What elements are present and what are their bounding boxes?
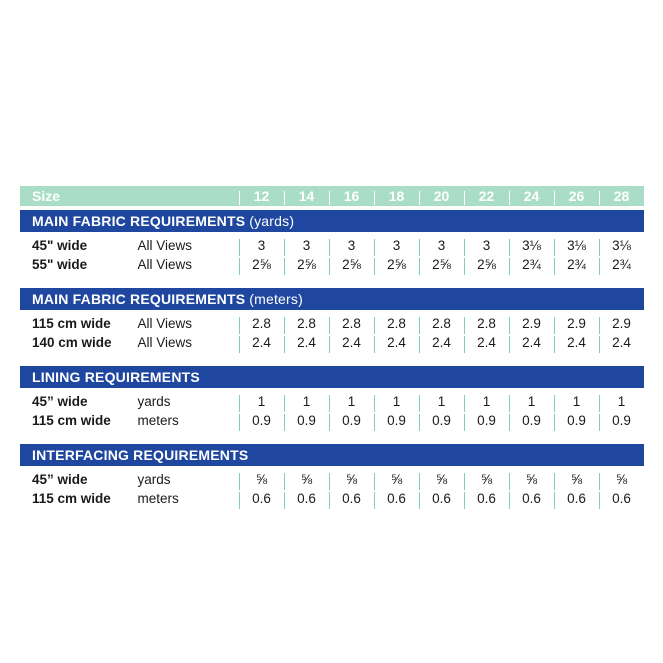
section-title-bar [20, 210, 644, 232]
section-body [20, 466, 644, 514]
row-values [239, 316, 644, 331]
section-title-bar [20, 366, 644, 388]
fabric-width-label: 45” wide [32, 472, 88, 487]
table-cell: 0.9 [329, 413, 374, 428]
row-values [239, 413, 644, 428]
table-cell: 2¾ [554, 257, 599, 272]
section-body [20, 310, 644, 358]
table-cell: 2.9 [509, 316, 554, 331]
table-cell: 2.8 [374, 316, 419, 331]
size-column-header: 22 [464, 188, 509, 204]
row-values [239, 472, 644, 487]
table-cell: 3⅛ [554, 238, 599, 253]
fabric-width-label: 115 cm wide [32, 316, 111, 331]
table-cell: 1 [464, 394, 509, 409]
section-spacer [20, 280, 644, 288]
table-row [20, 411, 644, 430]
table-cell: 0.6 [599, 491, 644, 506]
table-cell: 2.4 [419, 335, 464, 350]
table-cell: 0.9 [464, 413, 509, 428]
table-cell: 2.4 [329, 335, 374, 350]
table-cell: 1 [554, 394, 599, 409]
section-spacer [20, 358, 644, 366]
fabric-width-label: 140 cm wide [32, 335, 112, 350]
table-cell: 0.6 [239, 491, 284, 506]
table-cell: ⅝ [329, 472, 374, 487]
table-cell: 0.9 [284, 413, 329, 428]
table-cell: ⅝ [464, 472, 509, 487]
table-row [20, 314, 644, 333]
table-cell: ⅝ [554, 472, 599, 487]
table-cell: 3 [284, 238, 329, 253]
table-cell: 3 [464, 238, 509, 253]
section-title: INTERFACING REQUIREMENTS [32, 447, 249, 463]
table-cell: 2.4 [554, 335, 599, 350]
size-column-header: 16 [329, 188, 374, 204]
fabric-width-label: 55" wide [32, 257, 88, 272]
table-cell: 2⅝ [374, 257, 419, 272]
table-cell: 2⅝ [284, 257, 329, 272]
section-title-bar [20, 444, 644, 466]
table-cell: 0.6 [509, 491, 554, 506]
table-cell: 1 [419, 394, 464, 409]
table-cell: 1 [239, 394, 284, 409]
table-cell: 0.9 [599, 413, 644, 428]
table-cell: 0.6 [284, 491, 329, 506]
section-spacer [20, 436, 644, 444]
fabric-requirements-table [20, 186, 644, 514]
fabric-width-label: 115 cm wide [32, 491, 111, 506]
view-or-unit-label: yards [137, 394, 171, 409]
table-cell: 2.4 [464, 335, 509, 350]
table-cell: 2.4 [284, 335, 329, 350]
section-title: LINING REQUIREMENTS [32, 369, 200, 385]
table-cell: 3⅛ [509, 238, 554, 253]
table-cell: 0.6 [464, 491, 509, 506]
view-or-unit-label: All Views [137, 238, 193, 253]
table-cell: 2⅝ [419, 257, 464, 272]
size-column-header: 24 [509, 188, 554, 204]
table-cell: 0.9 [554, 413, 599, 428]
view-or-unit-label: meters [137, 413, 179, 428]
size-header-label: Size [32, 188, 61, 204]
row-values [239, 394, 644, 409]
size-header-cells [239, 188, 644, 204]
table-cell: ⅝ [599, 472, 644, 487]
size-column-header: 26 [554, 188, 599, 204]
table-cell: 3 [419, 238, 464, 253]
view-or-unit-label: All Views [137, 335, 193, 350]
table-cell: 3⅛ [599, 238, 644, 253]
table-cell: 3 [374, 238, 419, 253]
table-cell: 0.9 [374, 413, 419, 428]
section-title-bar [20, 288, 644, 310]
table-cell: 1 [329, 394, 374, 409]
view-or-unit-label: yards [137, 472, 171, 487]
table-row [20, 255, 644, 274]
table-cell: 0.6 [329, 491, 374, 506]
table-cell: ⅝ [239, 472, 284, 487]
size-column-header: 18 [374, 188, 419, 204]
table-cell: 2.8 [464, 316, 509, 331]
table-cell: 0.9 [239, 413, 284, 428]
table-cell: 2.4 [239, 335, 284, 350]
size-column-header: 14 [284, 188, 329, 204]
table-cell: 3 [329, 238, 374, 253]
size-column-header: 12 [239, 188, 284, 204]
table-row [20, 333, 644, 352]
table-cell: ⅝ [374, 472, 419, 487]
size-column-header: 20 [419, 188, 464, 204]
table-cell: 2.8 [419, 316, 464, 331]
table-cell: 2.4 [599, 335, 644, 350]
size-header-row [20, 186, 644, 206]
table-cell: 2⅝ [329, 257, 374, 272]
table-cell: 2.4 [374, 335, 419, 350]
table-cell: 1 [284, 394, 329, 409]
table-cell: ⅝ [284, 472, 329, 487]
section-title: MAIN FABRIC REQUIREMENTS [32, 291, 246, 307]
section-unit: (yards) [249, 213, 295, 229]
table-cell: 3 [239, 238, 284, 253]
table-cell: 1 [509, 394, 554, 409]
table-cell: 2.8 [284, 316, 329, 331]
table-row [20, 470, 644, 489]
section-unit: (meters) [249, 291, 303, 307]
table-cell: 0.6 [554, 491, 599, 506]
table-cell: ⅝ [509, 472, 554, 487]
row-values [239, 491, 644, 506]
table-cell: 2¾ [509, 257, 554, 272]
table-cell: 2¾ [599, 257, 644, 272]
table-cell: 0.9 [509, 413, 554, 428]
view-or-unit-label: All Views [137, 316, 193, 331]
table-cell: 2.4 [509, 335, 554, 350]
table-cell: 2.9 [599, 316, 644, 331]
section-title: MAIN FABRIC REQUIREMENTS [32, 213, 246, 229]
table-row [20, 489, 644, 508]
table-cell: 2.9 [554, 316, 599, 331]
table-cell: 0.9 [419, 413, 464, 428]
table-row [20, 236, 644, 255]
view-or-unit-label: meters [137, 491, 179, 506]
section-body [20, 232, 644, 280]
fabric-width-label: 115 cm wide [32, 413, 111, 428]
section-body [20, 388, 644, 436]
fabric-width-label: 45" wide [32, 238, 88, 253]
table-row [20, 392, 644, 411]
table-cell: 2.8 [239, 316, 284, 331]
table-cell: 0.6 [419, 491, 464, 506]
table-cell: 2⅝ [239, 257, 284, 272]
fabric-width-label: 45” wide [32, 394, 88, 409]
row-values [239, 238, 644, 253]
table-cell: 2⅝ [464, 257, 509, 272]
table-cell: ⅝ [419, 472, 464, 487]
size-column-header: 28 [599, 188, 644, 204]
view-or-unit-label: All Views [137, 257, 193, 272]
row-values [239, 335, 644, 350]
table-cell: 1 [374, 394, 419, 409]
row-values [239, 257, 644, 272]
requirements-sections [20, 206, 644, 514]
table-cell: 2.8 [329, 316, 374, 331]
table-cell: 1 [599, 394, 644, 409]
table-cell: 0.6 [374, 491, 419, 506]
